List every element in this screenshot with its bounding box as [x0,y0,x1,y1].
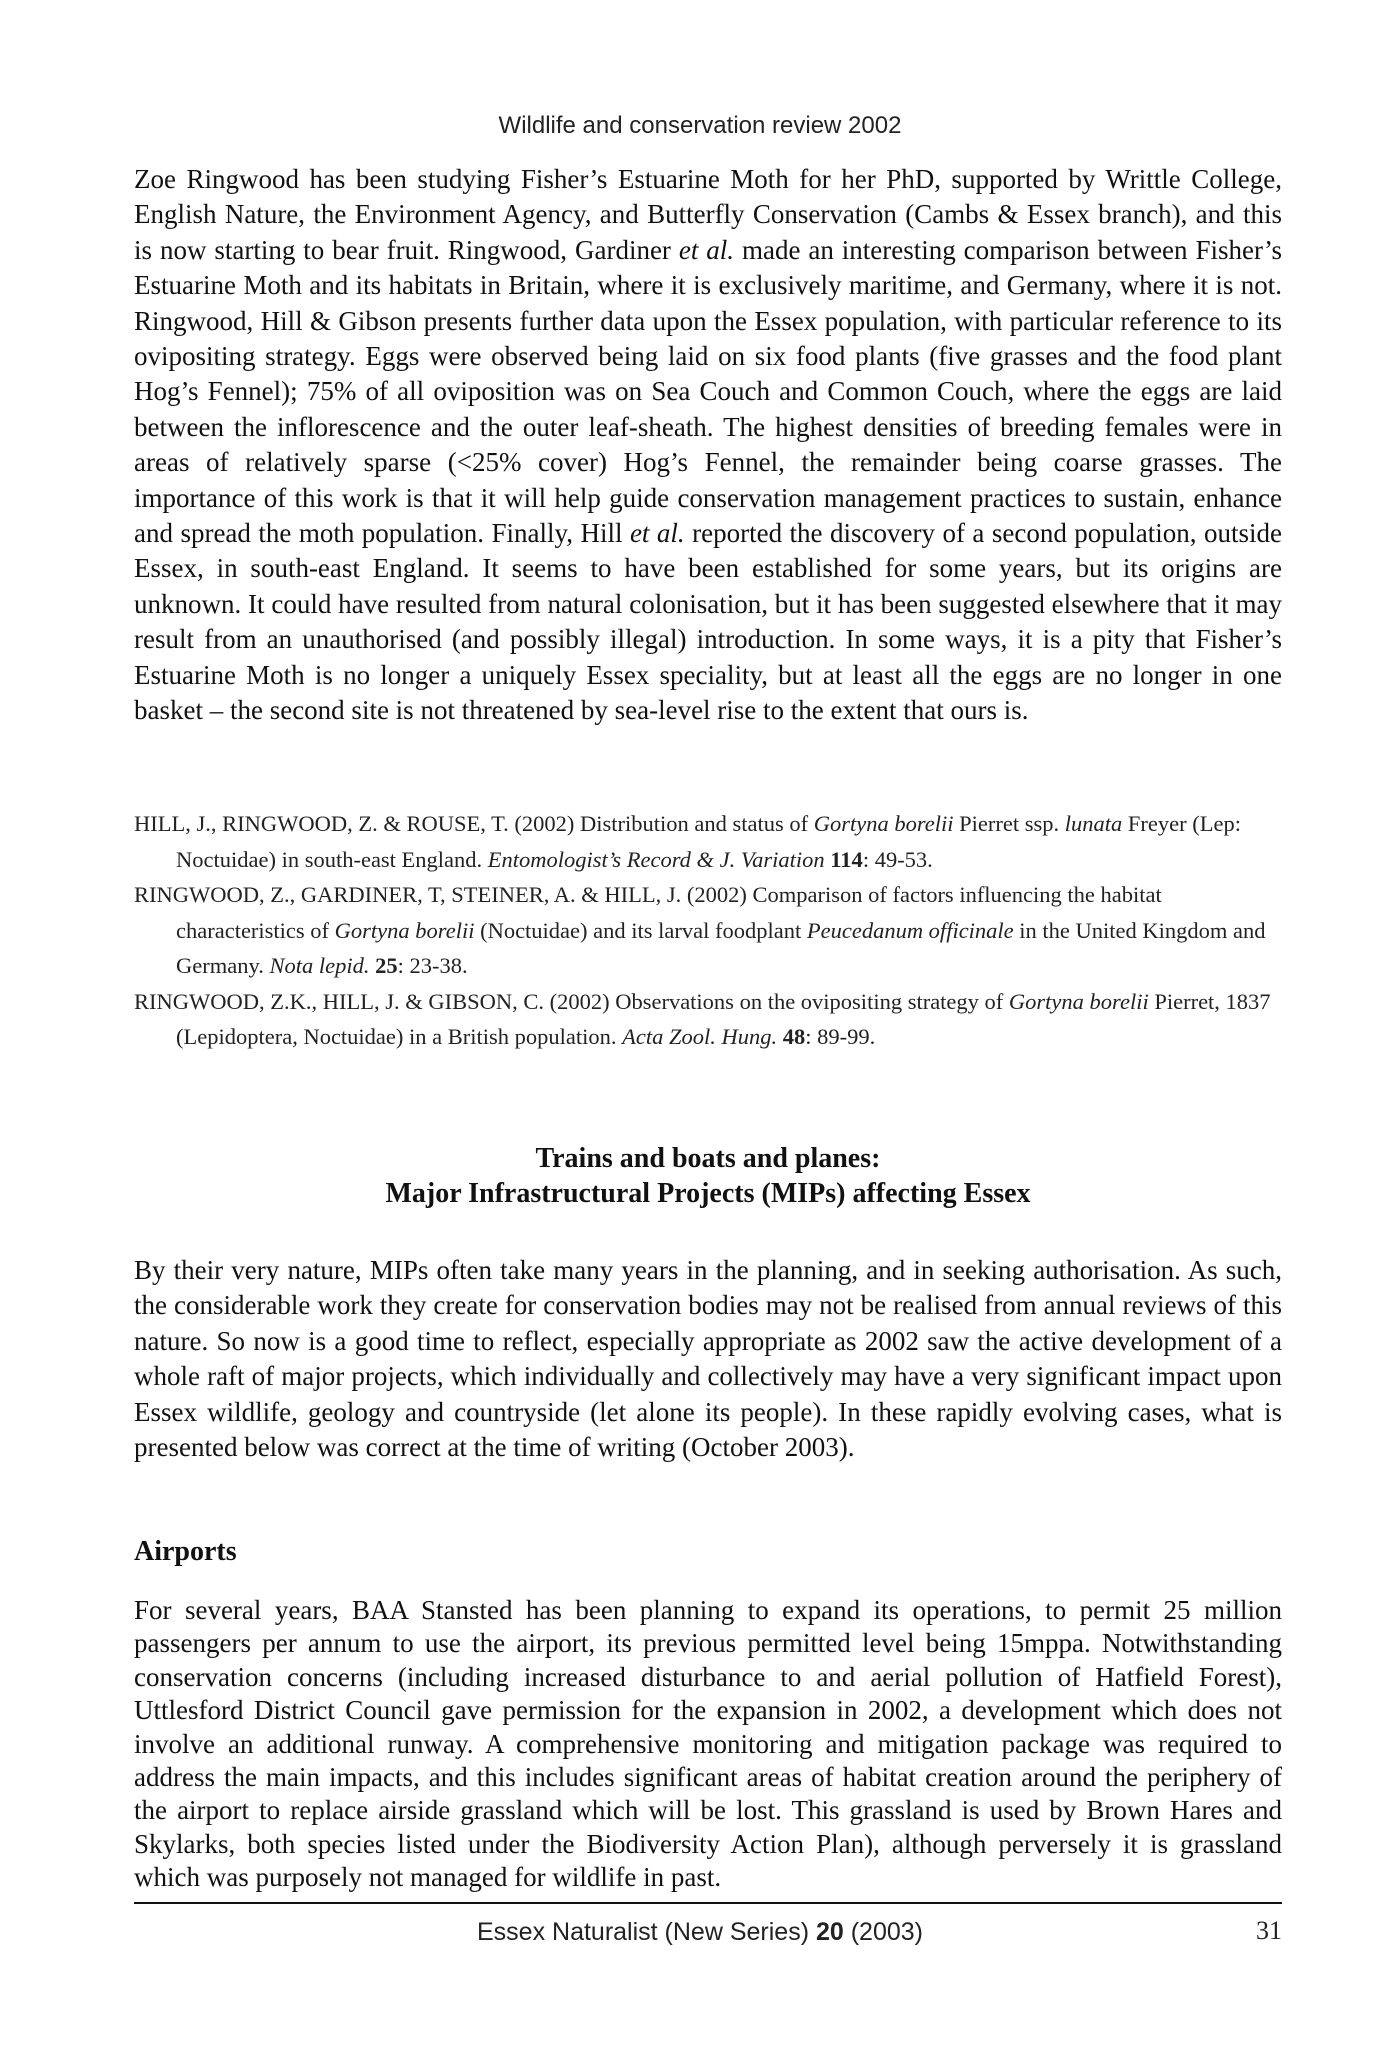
intro-paragraph [134,162,1282,729]
intro-text-part-2: made an interesting comparison between Fisher’s Estuarine Moth and its habitats in Britain, where it is exclusively maritime, and Germany, where it is not. Ringwood, Hill & Gibson presents further data upon the Essex population, with particular reference to its ovipositing strategy. Eggs were observed being laid on six food plants (five grasses and the food plant Hog’s Fennel); 75% of all oviposition was on Sea Couch and Common Couch, where the eggs are laid between the inflorescence and the outer leaf-sheath. The highest densities of breeding females were in areas of relatively sparse (<25% cover) Hog’s Fennel, the remainder being coarse grasses. The importance of this work is that it will help guide conservation management practices to sustain, enhance and spread the moth population. Finally, Hill [134,234,1282,549]
reference-taxon: lunata [1064,811,1123,836]
section-title-line-2: Major Infrastructural Projects (MIPs) affecting Essex [385,1178,1031,1209]
section-intro-paragraph: By their very nature, MIPs often take many years in the planning, and in seeking authorisation. As such, the considerable work they create for conservation bodies may not be realised from annual reviews of this nature. So now is a good time to reflect, especially appropriate as 2002 saw the active development of a whole raft of major projects, which individually and collectively may have a very significant impact upon Essex wildlife, geology and countryside (let alone its people). In these rapidly evolving cases, what is presented below was correct at the time of writing (October 2003). [134,1255,1282,1463]
reference-item [134,984,1282,1055]
airports-paragraph: For several years, BAA Stansted has been planning to expand its operations, to permit 25 million passengers per annum to use the airport, its previous permitted level being 15mppa. Notwithstanding conservation concerns (including increased disturbance to and aerial pollution of Hatfield Forest), Uttlesford District Council gave permission for the expansion in 2002, a development which does not involve an additional runway. A comprehensive monitoring and mitigation package was required to address the main impacts, and this includes significant areas of habitat creation around the periphery of the airport to replace airside grassland which will be lost. This grassland is used by Brown Hares and Skylarks, both species listed under the Biodiversity Action Plan), although perversely it is grassland which was purposely not managed for wildlife in past. [134,1595,1282,1893]
reference-text: Pierret, 1837 (Lepidoptera, Noctuidae) in a British population. [176,988,1271,1049]
reference-text: Freyer (Lep: Noctuidae) in south-east England. [176,811,1241,872]
reference-journal: Entomologist’s Record & J. Variation [487,846,825,872]
intro-et-al-1: et al. [678,234,735,265]
reference-text: in the United Kingdom and Germany. [176,917,1266,978]
page-number: 31 [1256,1916,1282,1945]
reference-volume: 25 [375,953,398,978]
section-title [134,1141,1282,1211]
reference-item [134,877,1282,984]
reference-item [134,806,1282,877]
reference-volume: 114 [830,846,863,872]
reference-pages: : 49-53. [862,846,933,872]
intro-text-part-1: Zoe Ringwood has been studying Fisher’s Estuarine Moth for her PhD, supported by Writtle College, English Nature, the Environment Agency, and Butterfly Conservation (Cambs & Essex branch), and this is now starting to bear fruit. Ringwood, Gardiner [134,164,1282,265]
reference-list [134,806,1282,1055]
reference-taxon: Gortyna borelii [1008,988,1149,1014]
footer-year: (2003) [843,1918,923,1946]
reference-journal: Nota lepid. [269,953,370,978]
footer-rule [134,1902,1282,1904]
reference-authors: RINGWOOD, Z., GARDINER, T, STEINER, A. & HILL, J. (2002) Comparison of factors influencing the habitat characteristics of [134,882,1162,943]
reference-authors: RINGWOOD, Z.K., HILL, J. & GIBSON, C. (2002) Observations on the ovipositing strategy of [134,988,1009,1014]
reference-text: (Noctuidae) and its larval foodplant [474,917,807,943]
reference-authors: HILL, J., RINGWOOD, Z. & ROUSE, T. (2002) Distribution and status of [134,811,814,836]
reference-text: Pierret ssp. [953,811,1065,836]
reference-taxon: Gortyna borelii [813,811,954,836]
intro-text-part-3: reported the discovery of a second population, outside Essex, in south-east England. It seems to have been established for some years, but its origins are unknown. It could have resulted from natural colonisation, but it has been suggested elsewhere that it may result from an unauthorised (and possibly illegal) introduction. In some ways, it is a pity that Fisher’s Estuarine Moth is no longer a uniquely Essex speciality, but at least all the eggs are no longer in one basket – the second site is not threatened by sea-level rise to the extent that ours is. [134,518,1282,726]
reference-pages: : 23-38. [397,953,468,978]
section-title-line-1: Trains and boats and planes: [535,1143,881,1174]
reference-journal: Acta Zool. Hung. [622,1024,778,1049]
footer-journal: Essex Naturalist (New Series) [476,1918,816,1946]
reference-pages: : 89-99. [805,1024,876,1049]
airports-heading: Airports [134,1536,237,1567]
intro-et-al-2: et al. [629,518,685,549]
running-header: Wildlife and conservation review 2002 [498,112,902,139]
footer-citation [0,1918,1400,1947]
reference-taxon: Peucedanum officinale [806,917,1014,943]
footer-volume: 20 [815,1918,844,1946]
reference-taxon: Gortyna borelii [334,917,475,943]
reference-volume: 48 [782,1024,806,1049]
